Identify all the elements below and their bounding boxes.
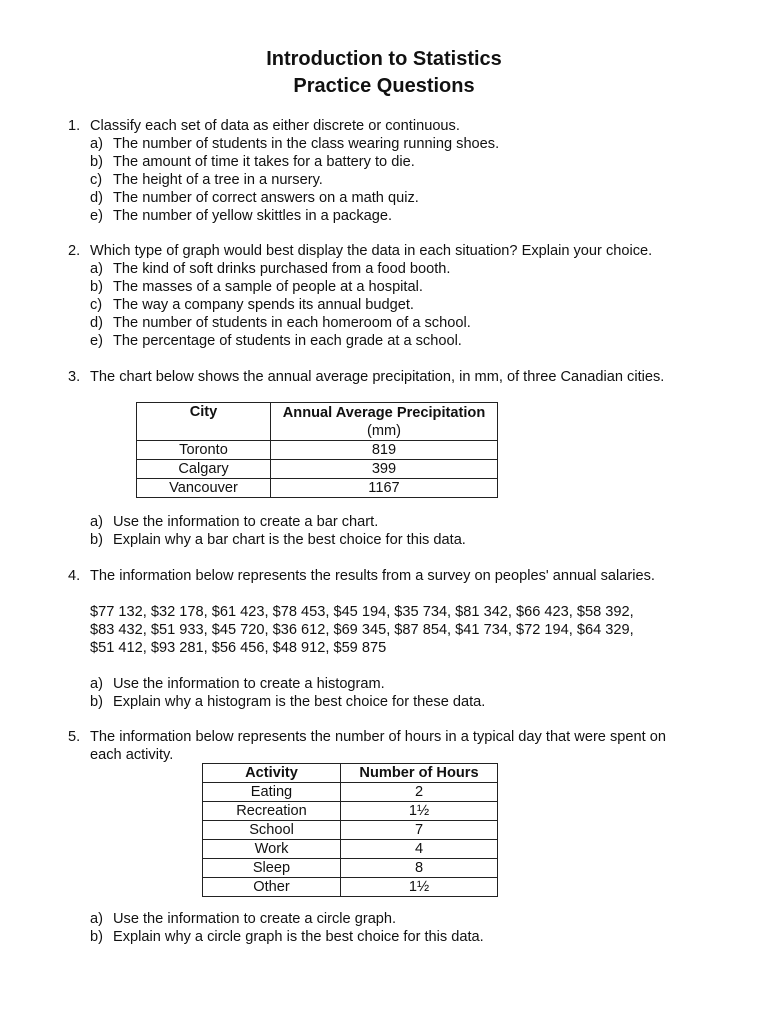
salary-line: $51 412, $93 281, $56 456, $48 912, $59 875 [90,640,387,656]
sub-question [90,153,708,171]
table-row [137,441,498,460]
sub-letter: e) [90,333,103,349]
question-5 [68,728,708,764]
sub-letter: b) [90,532,103,548]
sub-question [90,693,708,711]
sub-text: The way a company spends its annual budget. [113,297,414,313]
sub-text: The percentage of students in each grade at a school. [113,333,462,349]
salary-data [90,603,708,657]
cell-hours: 8 [341,859,498,878]
question-3 [68,368,708,386]
sub-question [90,207,708,225]
sub-letter: a) [90,676,103,692]
question-number: 2. [68,243,81,259]
cell-value: 1167 [271,479,498,498]
salary-line: $77 132, $32 178, $61 423, $78 453, $45 194, $35 734, $81 342, $66 423, $58 392, [90,604,634,620]
table-row [203,840,498,859]
cell-hours: 1½ [341,802,498,821]
sub-question [90,278,708,296]
sub-letter: a) [90,136,103,152]
cell-city: Vancouver [137,479,271,498]
header-activity: Activity [203,764,341,783]
sub-question [90,189,708,207]
header-precipitation-label: Annual Average Precipitation [282,404,486,421]
cell-hours: 2 [341,783,498,802]
sub-question [90,513,708,531]
sub-letter: b) [90,154,103,170]
table-row [203,821,498,840]
cell-hours: 4 [341,840,498,859]
title-line-1: Introduction to Statistics [266,48,502,70]
sub-text: Use the information to create a circle graph. [113,911,397,927]
cell-activity: Other [203,878,341,897]
sub-letter: d) [90,315,103,331]
sub-letter: d) [90,190,103,206]
header-city: City [137,403,271,441]
question-4 [68,567,708,711]
question-5-subs [68,910,708,946]
precipitation-table [136,402,498,498]
question-number: 5. [68,729,81,745]
salary-line: $83 432, $51 933, $45 720, $36 612, $69 345, $87 854, $41 734, $72 194, $64 329, [90,622,634,638]
cell-activity: Sleep [203,859,341,878]
sub-question [90,675,708,693]
question-2 [68,242,708,350]
sub-text: The number of correct answers on a math quiz. [113,190,419,206]
table-row [203,802,498,821]
cell-activity: Work [203,840,341,859]
sub-question [90,296,708,314]
sub-text: The number of students in each homeroom of a school. [113,315,471,331]
sub-text: The number of students in the class wearing running shoes. [113,136,500,152]
sub-letter: b) [90,279,103,295]
cell-value: 819 [271,441,498,460]
sub-question [90,928,708,946]
sub-text: Use the information to create a bar chart. [113,514,379,530]
sub-letter: a) [90,261,103,277]
sub-question [90,314,708,332]
sub-text: The masses of a sample of people at a hospital. [113,279,423,295]
question-3-subs [68,513,708,549]
question-stem: The information below represents the results from a survey on peoples' annual salaries. [90,568,655,584]
question-stem: Classify each set of data as either discrete or continuous. [90,118,460,134]
sub-question [90,332,708,350]
sub-letter: e) [90,208,103,224]
sub-question [90,531,708,549]
sub-text: Use the information to create a histogram. [113,676,385,692]
sub-text: The kind of soft drinks purchased from a food booth. [113,261,451,277]
sub-letter: b) [90,929,103,945]
question-number: 1. [68,118,81,134]
sub-question [90,135,708,153]
table-row [203,783,498,802]
question-stem: The chart below shows the annual average precipitation, in mm, of three Canadian cities. [90,369,665,385]
cell-hours: 1½ [341,878,498,897]
sub-question [90,171,708,189]
question-stem: Which type of graph would best display the data in each situation? Explain your choice. [90,243,653,259]
sub-letter: b) [90,694,103,710]
sub-letter: c) [90,172,103,188]
question-stem-line-1: The information below represents the number of hours in a typical day that were spent on [90,729,666,745]
sub-letter: a) [90,911,103,927]
header-unit: (mm) [366,422,402,439]
sub-text: Explain why a bar chart is the best choice for this data. [113,532,466,548]
cell-activity: School [203,821,341,840]
header-precipitation [271,403,498,441]
sub-question [90,910,708,928]
header-hours: Number of Hours [341,764,498,783]
cell-city: Toronto [137,441,271,460]
question-number: 4. [68,568,81,584]
sub-text: The height of a tree in a nursery. [113,172,323,188]
table-row [203,878,498,897]
title-line-2: Practice Questions [293,75,475,97]
activity-table [202,763,498,897]
cell-hours: 7 [341,821,498,840]
question-1 [68,117,708,225]
sub-letter: c) [90,297,103,313]
table-row [137,460,498,479]
sub-question [90,260,708,278]
cell-activity: Recreation [203,802,341,821]
table-row [137,479,498,498]
cell-city: Calgary [137,460,271,479]
sub-text: Explain why a histogram is the best choice for these data. [113,694,486,710]
cell-activity: Eating [203,783,341,802]
question-stem-line-2: each activity. [90,747,174,763]
table-row [203,859,498,878]
cell-value: 399 [271,460,498,479]
sub-text: The amount of time it takes for a battery to die. [113,154,415,170]
sub-text: The number of yellow skittles in a package. [113,208,393,224]
question-number: 3. [68,369,81,385]
sub-text: Explain why a circle graph is the best choice for this data. [113,929,484,945]
sub-letter: a) [90,514,103,530]
